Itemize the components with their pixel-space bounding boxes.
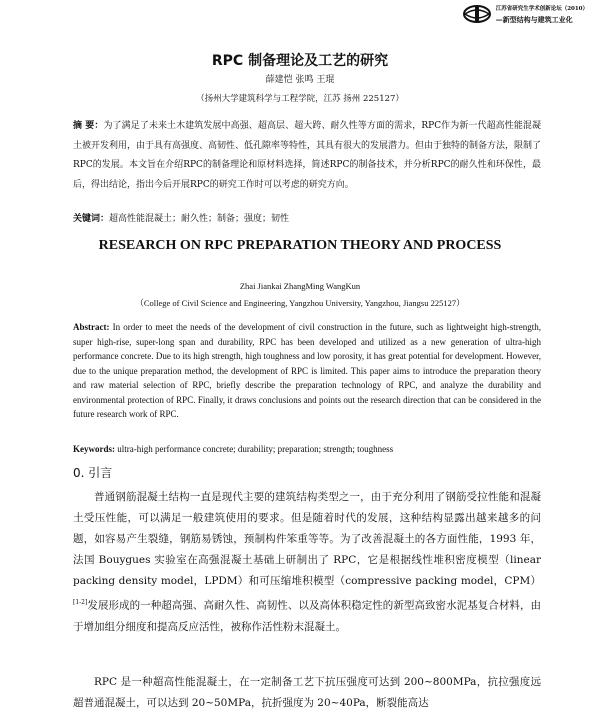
abstract-cn-text: 为了满足了未来土木建筑发展中高强、超高层、超大跨、耐久性等方面的需求，RPC作为新一代超高性能混凝土被开发利用，由于具有高强度、高韧性、低孔隙率等特性，其具有很大的发展潜力。但由于独特的制备方法，限制了RPC的发展。本文旨在介绍RPC的制备理论和原材料选择，简述RPC的制备技术，并分析RPC的耐久性和环保性，最后，得出结论，指出今后开展RPC的研究工作时可以考虑的研究方向。 [73,121,542,190]
body-p1-a: 普通钢筋混凝土结构一直是现代主要的建筑结构类型之一，由于充分利用了钢筋受拉性能和混凝土受压性能，可以满足一般建筑使用的要求。但是随着时代的发展，这种结构显露出越来越多的问题，如容易产生裂缝，钢筋易锈蚀，预制构件笨重等等。为了改善混凝土的各方面性能，1993 年，法国 Bouygues 实验室在高强混凝土基础上研制出了 RPC，它是根据线性堆积密度模型（linear packing density model，LPDM）和可压缩堆积模型（compressive packing model，CPM） [73,491,541,587]
keywords-cn [73,211,541,224]
title-en: RESEARCH ON RPC PREPARATION THEORY AND PROCESS [98,238,502,253]
keywords-cn-text: 超高性能混凝土；耐久性；制备；强度；韧性 [109,214,290,224]
keywords-en-text: ultra-high performance concrete; durability; preparation; strength; toughness [115,444,394,454]
keywords-en [73,444,541,454]
title-cn: RPC 制备理论及工艺的研究 [211,53,389,69]
header-line-2: —新型结构与建筑工业化 [495,15,573,24]
abstract-en [73,320,541,422]
abstract-cn [73,117,541,195]
section-heading: 0. 引言 [73,466,113,480]
affiliation-en: （College of Civil Science and Engineering, Yangzhou University, Yangzhou, Jiangsu 225127） [135,298,465,308]
abstract-cn-label: 摘 要： [73,121,104,131]
citation-ref: [1-2] [73,599,88,606]
conference-logo-icon [462,4,492,24]
conference-header [462,4,588,25]
authors-cn: 薛建恺 张鸣 王琨 [265,75,335,85]
body-p1-b: 发展形成的一种超高强、高耐久性、高韧性、以及高体积稳定性的新型高致密水泥基复合材料，由于增加组分细度和提高反应活性，被称作活性粉末混凝土。 [73,599,541,633]
body-paragraph-1 [73,487,541,638]
keywords-cn-label: 关键词： [73,214,110,224]
body-paragraph-2: RPC 是一种超高性能混凝土，在一定制备工艺下抗压强度可达到 200~800MPa，抗拉强度远超普通混凝土，可以达到 20~50MPa，抗折强度为 20~40Pa，断裂能高达 [73,676,541,709]
keywords-en-label: Keywords: [73,444,115,454]
abstract-en-label: Abstract: [73,322,110,332]
authors-en: Zhai Jiankai ZhangMing WangKun [239,281,361,291]
header-line-1: 江苏省研究生学术创新论坛（2010） [495,6,588,12]
affiliation-cn: （扬州大学建筑科学与工程学院，江苏 扬州 225127） [196,94,404,104]
abstract-en-text: In order to meet the needs of the development of civil construction in the future, such as lightweight high-strength, super high-rise, super-long span and durability, RPC has been developed and utilized as a new generation of ultra-high performance concrete. Due to its high strength, high toughness and low porosity, it has great potential for development. However, due to the unique preparation method, the development of RPC is limited. This paper aims to introduce the preparation theory and raw material selection of RPC, briefly describe the preparation technology of RPC, and analyze the durability and environmental protection of RPC. Finally, it draws conclusions and points out the research direction that can be considered in the future research work of RPC. [73,322,541,419]
